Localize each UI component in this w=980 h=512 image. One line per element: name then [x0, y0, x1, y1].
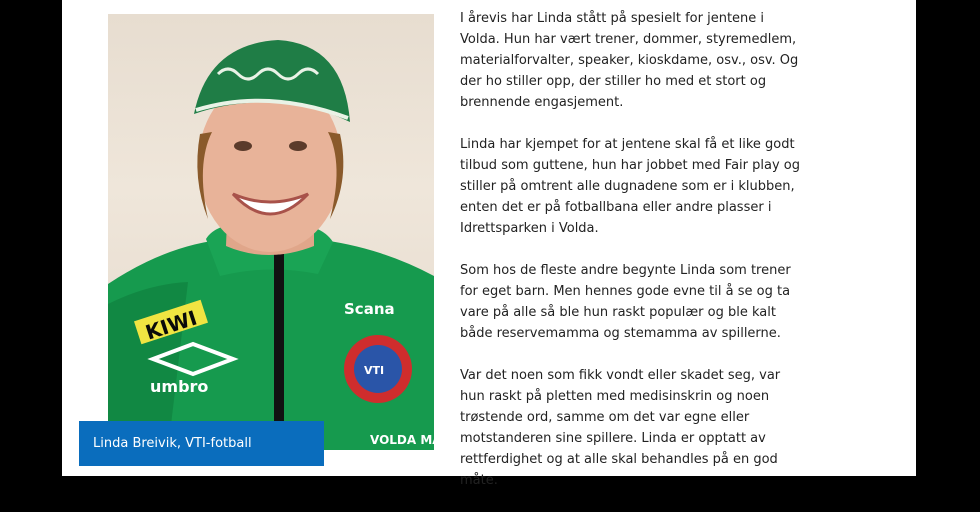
right-letterbox [916, 0, 980, 476]
brand-logo-text: umbro [150, 377, 209, 396]
sponsor-logo-text: KIWI [142, 305, 200, 345]
article-page [62, 0, 916, 488]
photo-caption: Linda Breivik, VTI-fotball [79, 421, 324, 466]
paragraph: Som hos de fleste andre begynte Linda som trener for eget barn. Men hennes gode evne til å se og ta vare på alle så ble hun raskt populær og ble kalt både reservemamma og stemamma av spillerne. [460, 263, 791, 341]
portrait-photo [108, 14, 442, 450]
paragraph: Linda har kjempet for at jentene skal få et like godt tilbud som guttene, hun har jobbet med Fair play og stiller på omtrent alle dugnadene som er i klubben, enten det er på fotballbana eller andre plasser i Idrettsparken i Volda. [460, 137, 800, 236]
article-text [460, 8, 805, 512]
chest-logo-text: Scana [344, 300, 395, 318]
paragraph: I årevis har Linda stått på spesielt for jentene i Volda. Hun har vært trener, dommer, styremedlem, materialforvalter, speaker, kioskdame, osv., osv. Og der ho stiller opp, der stiller ho med et stort og brennende engasjement. [460, 11, 799, 110]
club-badge-text: VTI [364, 364, 385, 377]
paragraph: Var det noen som fikk vondt eller skadet seg, var hun raskt på pletten med medisinskrin og noen trøstende ord, samme om det var egne eller motstanderen sine spillere. Linda er opptatt av rettferdighet og at alle skal behandles på en god måte. [460, 368, 781, 488]
left-letterbox [0, 0, 62, 476]
portrait-illustration [108, 14, 442, 450]
club-name-text: VOLDA MA [370, 433, 442, 447]
